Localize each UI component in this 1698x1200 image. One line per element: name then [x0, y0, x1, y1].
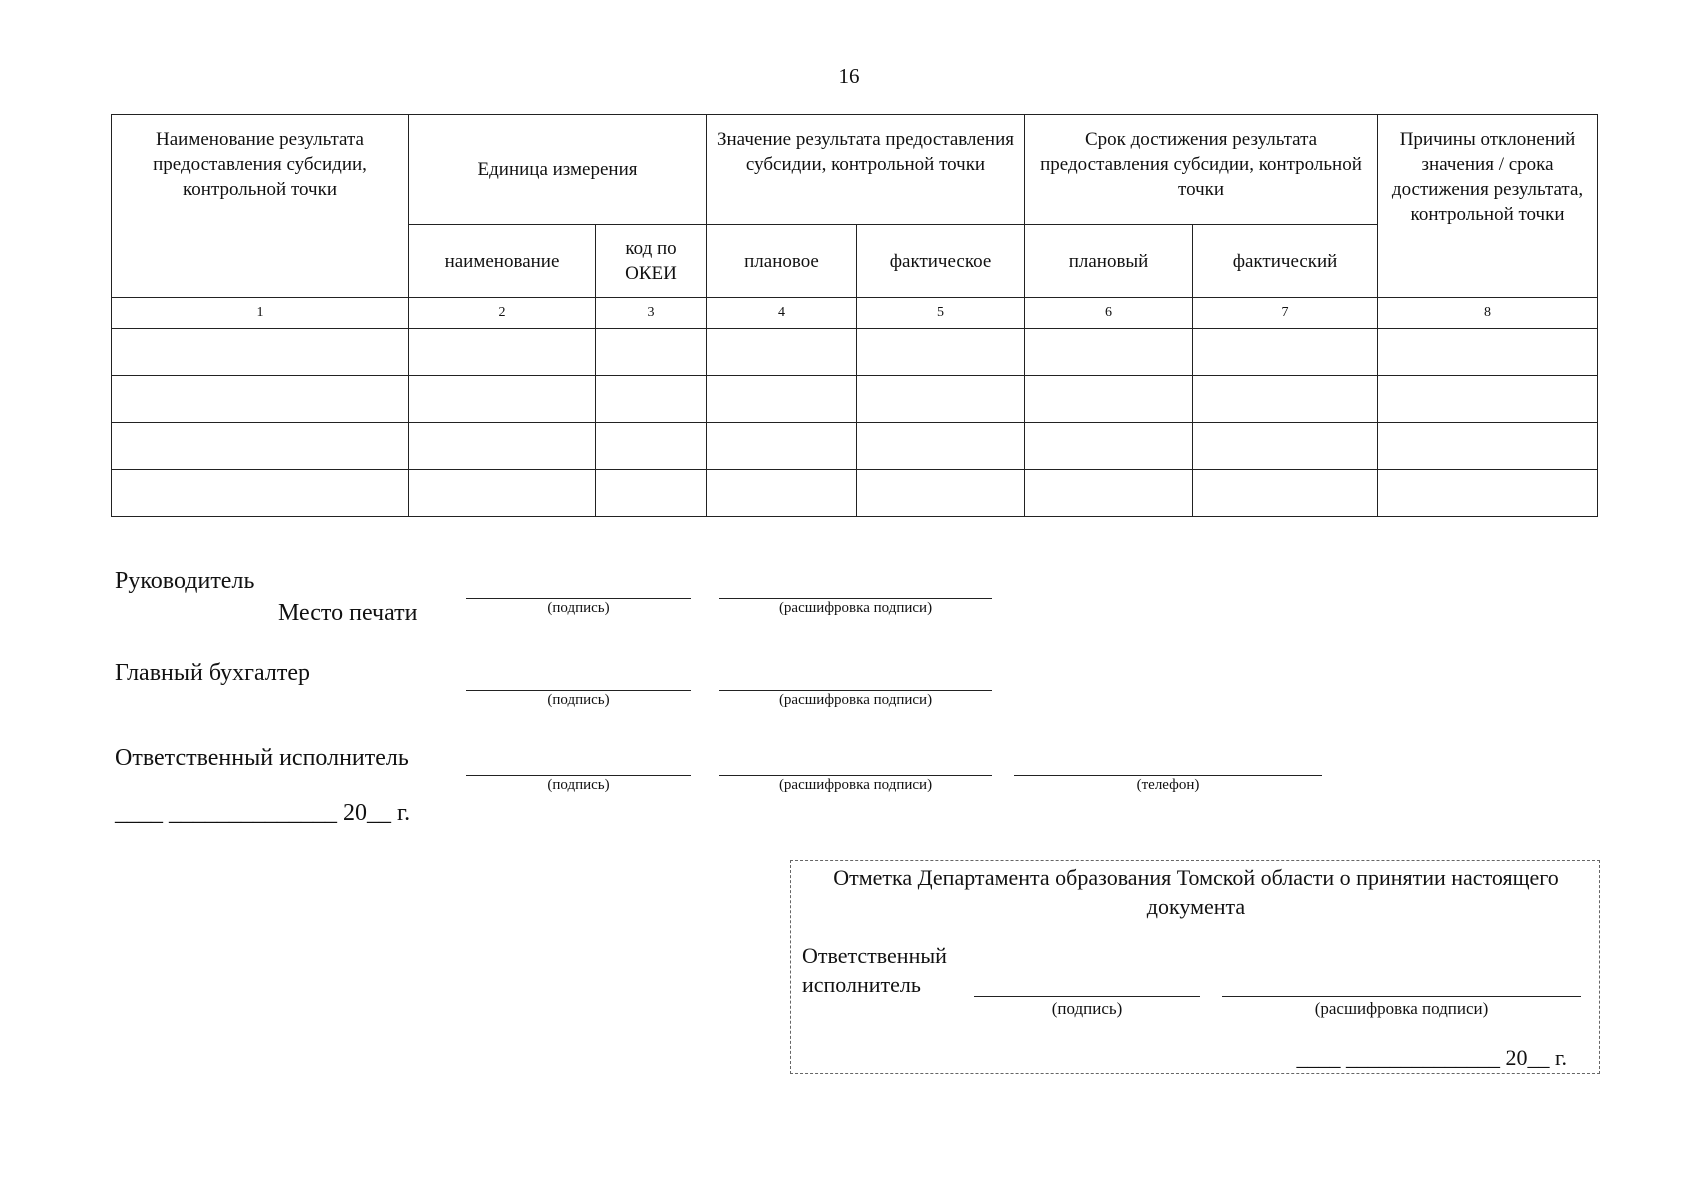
- phone-caption: (телефон): [1136, 777, 1200, 793]
- column-number: 4: [707, 298, 857, 329]
- seal-label: Место печати: [278, 600, 418, 626]
- table-cell: [409, 423, 596, 470]
- column-number: 5: [857, 298, 1025, 329]
- table-cell: [1378, 376, 1598, 423]
- table-cell: [1025, 470, 1193, 517]
- accountant-signature-line[interactable]: [466, 690, 691, 691]
- table-row: [112, 470, 1598, 517]
- accountant-decoding-line[interactable]: [719, 690, 992, 691]
- header-deviation-reasons: Причины отклонений значения / срока достижения результата, контрольной точки: [1378, 115, 1598, 298]
- table-row: [112, 329, 1598, 376]
- column-number: 2: [409, 298, 596, 329]
- stamp-decoding-line[interactable]: [1222, 996, 1581, 997]
- table-cell: [1378, 470, 1598, 517]
- table-cell: [857, 470, 1025, 517]
- header-deadline-fact: фактический: [1193, 225, 1378, 298]
- stamp-signature-line[interactable]: [974, 996, 1200, 997]
- header-unit-okei: код по ОКЕИ: [596, 225, 707, 298]
- column-number: 3: [596, 298, 707, 329]
- table-cell: [857, 423, 1025, 470]
- table-cell: [596, 376, 707, 423]
- table-cell: [707, 329, 857, 376]
- header-result-name: Наименование результата предоставления субсидии, контрольной точки: [112, 115, 409, 298]
- header-value-plan: плановое: [707, 225, 857, 298]
- table-cell: [707, 470, 857, 517]
- table-cell: [1193, 470, 1378, 517]
- head-label: Руководитель: [115, 568, 255, 594]
- table-cell: [112, 423, 409, 470]
- signature-caption: (подпись): [1051, 999, 1123, 1018]
- table-cell: [409, 329, 596, 376]
- results-table: [111, 114, 1598, 517]
- executor-phone-line[interactable]: [1014, 775, 1322, 776]
- table-cell: [1025, 376, 1193, 423]
- executor-label: Ответственный исполнитель: [115, 745, 409, 771]
- table-cell: [112, 470, 409, 517]
- table-cell: [1193, 423, 1378, 470]
- head-decoding-line[interactable]: [719, 598, 992, 599]
- table-row: [112, 423, 1598, 470]
- signature-caption: (подпись): [547, 777, 610, 793]
- decoding-caption: (расшифровка подписи): [778, 777, 933, 793]
- table-row: [112, 376, 1598, 423]
- table-cell: [1025, 423, 1193, 470]
- column-number: 1: [112, 298, 409, 329]
- table-cell: [857, 329, 1025, 376]
- column-number: 7: [1193, 298, 1378, 329]
- column-number: 8: [1378, 298, 1598, 329]
- table-cell: [409, 376, 596, 423]
- header-unit-name: наименование: [409, 225, 596, 298]
- date-line[interactable]: ____ ______________ 20__ г.: [115, 800, 411, 826]
- table-cell: [409, 470, 596, 517]
- table-cell: [596, 329, 707, 376]
- head-signature-line[interactable]: [466, 598, 691, 599]
- table-cell: [112, 329, 409, 376]
- table-cell: [707, 376, 857, 423]
- table-cell: [1378, 329, 1598, 376]
- header-unit: Единица измерения: [409, 115, 707, 225]
- table-cell: [1025, 329, 1193, 376]
- executor-signature-line[interactable]: [466, 775, 691, 776]
- header-value-fact: фактическое: [857, 225, 1025, 298]
- table-cell: [1193, 329, 1378, 376]
- chief-accountant-label: Главный бухгалтер: [115, 660, 310, 686]
- column-number: 6: [1025, 298, 1193, 329]
- table-cell: [112, 376, 409, 423]
- signature-caption: (подпись): [547, 600, 610, 616]
- department-stamp-box: [790, 860, 1600, 1074]
- header-value: Значение результата предоставления субсидии, контрольной точки: [707, 115, 1025, 225]
- decoding-caption: (расшифровка подписи): [1314, 999, 1489, 1018]
- table-cell: [1193, 376, 1378, 423]
- decoding-caption: (расшифровка подписи): [778, 692, 933, 708]
- page-number: 16: [838, 64, 860, 88]
- header-deadline: Срок достижения результата предоставления субсидии, контрольной точки: [1025, 115, 1378, 225]
- table-cell: [857, 376, 1025, 423]
- header-deadline-plan: плановый: [1025, 225, 1193, 298]
- stamp-executor-label: Ответственный исполнитель: [802, 943, 947, 997]
- signature-caption: (подпись): [547, 692, 610, 708]
- table-cell: [707, 423, 857, 470]
- decoding-caption: (расшифровка подписи): [778, 600, 933, 616]
- table-cell: [1378, 423, 1598, 470]
- stamp-date-line[interactable]: ____ ______________ 20__ г.: [1296, 1045, 1567, 1070]
- executor-decoding-line[interactable]: [719, 775, 992, 776]
- table-cell: [596, 423, 707, 470]
- table-cell: [596, 470, 707, 517]
- stamp-title: Отметка Департамента образования Томской области о принятии настоящего документа: [833, 865, 1559, 919]
